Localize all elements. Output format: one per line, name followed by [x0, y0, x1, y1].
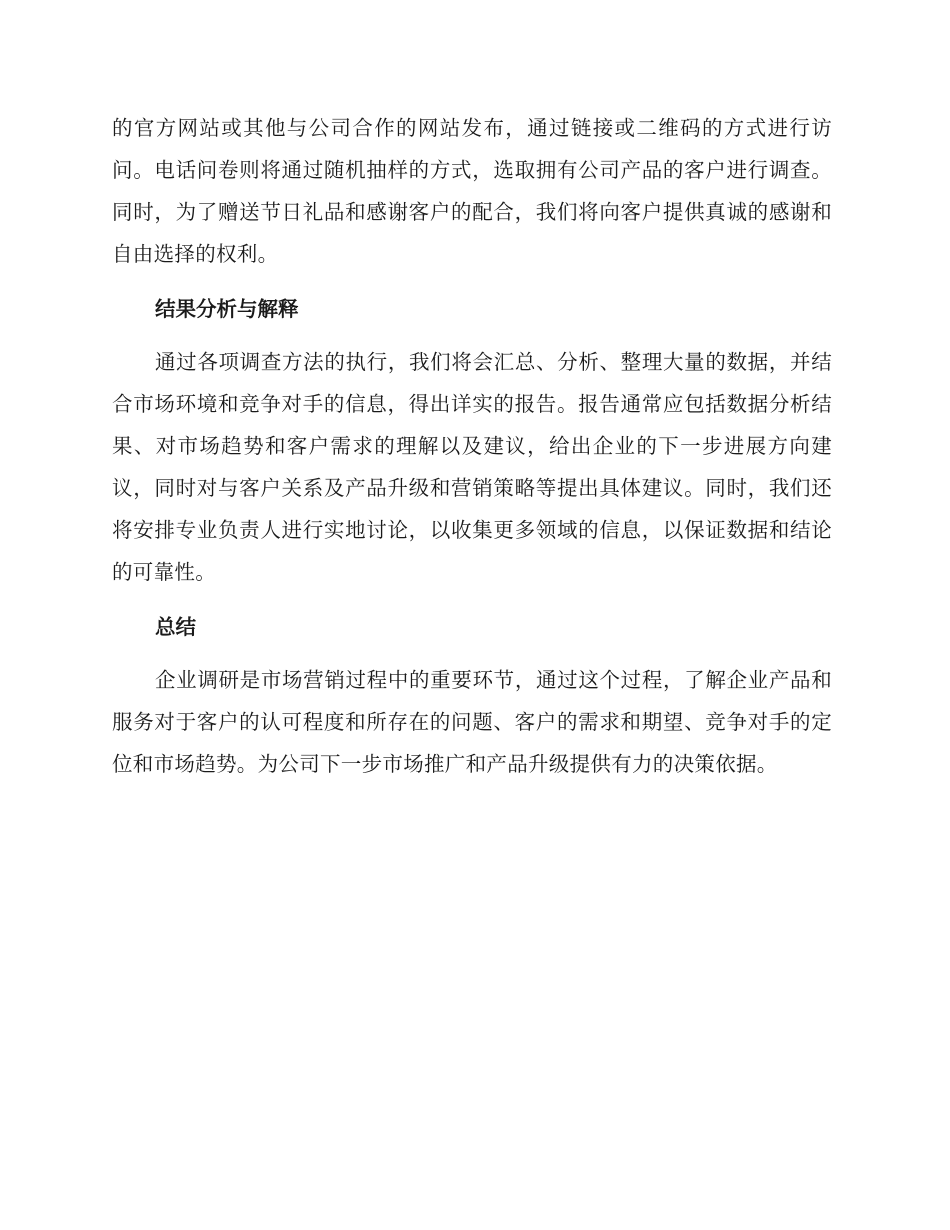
section-heading-results: 结果分析与解释 [155, 297, 299, 321]
intro-paragraph: 的官方网站或其他与公司合作的网站发布，通过链接或二维码的方式进行访问。电话问卷则将通过随机抽样的方式，选取拥有公司产品的客户进行调查。同时，为了赠送节日礼品和感谢客户的配合，我们将向客户提供真诚的感谢和自由选择的权利。 [112, 116, 832, 266]
section-heading-summary: 总结 [155, 615, 196, 639]
summary-paragraph: 企业调研是市场营销过程中的重要环节，通过这个过程，了解企业产品和服务对于客户的认可程度和所存在的问题、客户的需求和期望、竞争对手的定位和市场趋势。为公司下一步市场推广和产品升级提供有力的决策依据。 [112, 668, 832, 776]
results-paragraph: 通过各项调查方法的执行，我们将会汇总、分析、整理大量的数据，并结合市场环境和竞争对手的信息，得出详实的报告。报告通常应包括数据分析结果、对市场趋势和客户需求的理解以及建议，给出企业的下一步进展方向建议，同时对与客户关系及产品升级和营销策略等提出具体建议。同时，我们还将安排专业负责人进行实地讨论，以收集更多领域的信息，以保证数据和结论的可靠性。 [112, 350, 832, 584]
document-body [112, 107, 832, 785]
